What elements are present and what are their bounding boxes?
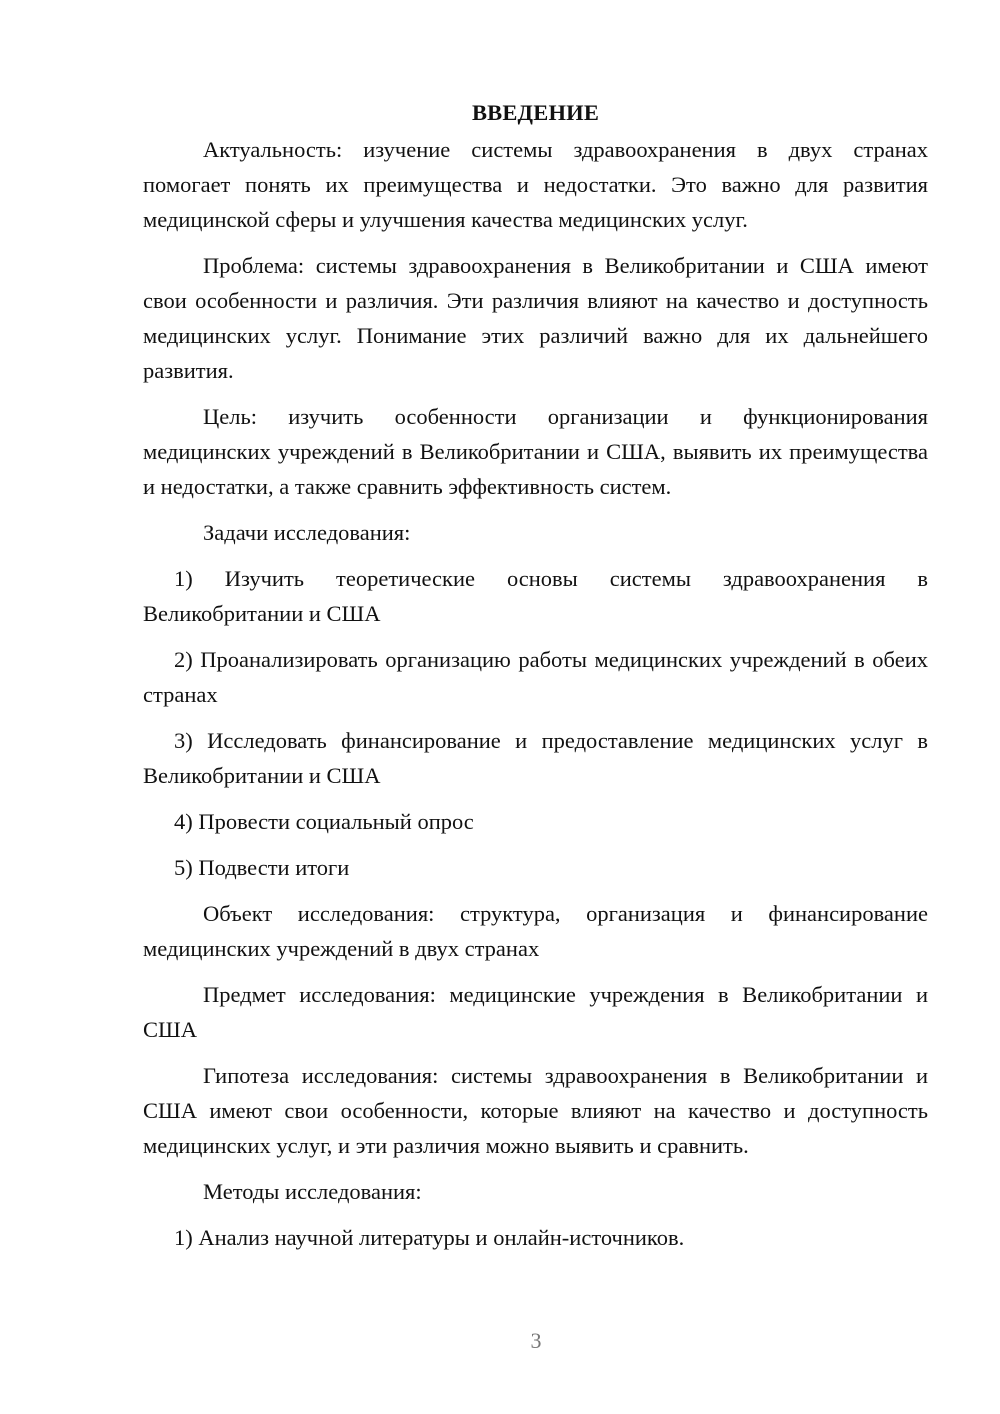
task-item: 1) Изучить теоретические основы системы здравоохранения в Великобритании и США: [143, 566, 928, 626]
task-item: 5) Подвести итоги: [174, 855, 350, 880]
methods-heading: Методы исследования:: [203, 1179, 422, 1204]
task-item: 2) Проанализировать организацию работы медицинских учреждений в обеих странах: [143, 647, 928, 707]
task-item: 4) Провести социальный опрос: [174, 809, 474, 834]
section-title: ВВЕДЕНИЕ: [471, 100, 600, 125]
relevance-paragraph: Актуальность: изучение системы здравоохранения в двух странах помогает понять их преимущества и недостатки. Это важно для развития медицинской сферы и улучшения качества медицинских услуг.: [143, 137, 928, 232]
subject-paragraph: Предмет исследования: медицинские учреждения в Великобритании и США: [143, 982, 928, 1042]
task-item: 3) Исследовать финансирование и предоставление медицинских услуг в Великобритании и США: [143, 728, 928, 788]
document-page: [143, 95, 928, 1266]
object-paragraph: Объект исследования: структура, организация и финансирование медицинских учреждений в двух странах: [143, 901, 928, 961]
hypothesis-paragraph: Гипотеза исследования: системы здравоохранения в Великобритании и США имеют свои особенности, которые влияют на качество и доступность медицинских услуг, и эти различия можно выявить и сравнить.: [143, 1063, 928, 1158]
method-item: 1) Анализ научной литературы и онлайн-источников.: [174, 1225, 685, 1250]
page-number: 3: [530, 1328, 542, 1353]
problem-paragraph: Проблема: системы здравоохранения в Великобритании и США имеют свои особенности и различия. Эти различия влияют на качество и доступность медицинских услуг. Понимание этих различий важно для их дальнейшего развития.: [143, 253, 928, 383]
goal-paragraph: Цель: изучить особенности организации и функционирования медицинских учреждений в Великобритании и США, выявить их преимущества и недостатки, а также сравнить эффективность систем.: [143, 404, 928, 499]
tasks-heading: Задачи исследования:: [203, 520, 411, 545]
